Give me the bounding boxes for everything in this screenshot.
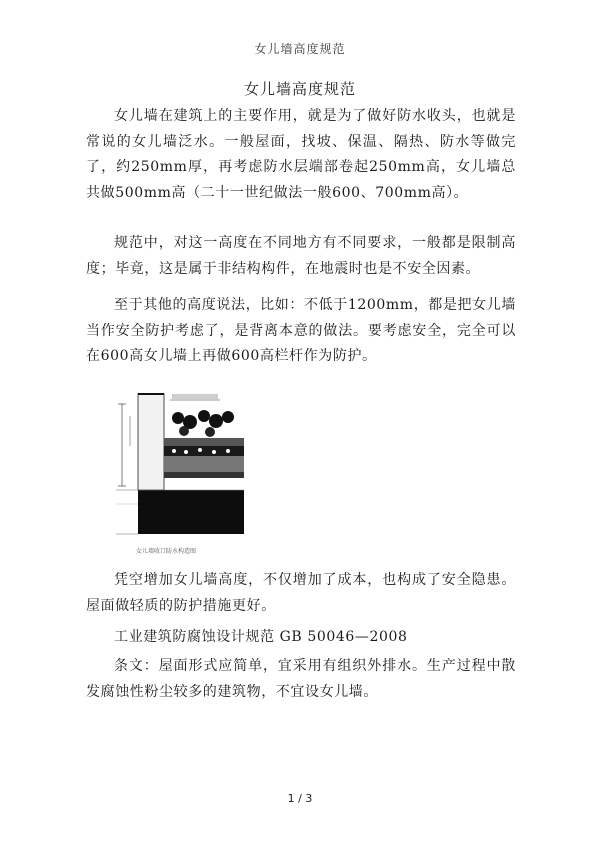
paragraph-code-requirements: 规范中，对这一高度在不同地方有不同要求，一般都是限制高度；毕竟，这是属于非结构构件，在地震时也是不安全因素。 [86,235,516,277]
parapet-detail-figure [112,386,252,556]
paragraph-purpose: 女儿墙在建筑上的主要作用，就是为了做好防水收头，也就是常说的女儿墙泛水。一般屋面，找坡、保温、隔热、防水等做完了，约250mm厚，再考虑防水层端部卷起250mm高，女儿墙总共做500mm高（二十一世纪做法一般600、700mm高）。 [86,108,516,201]
paragraph-other-heights: 至于其他的高度说法，比如：不低于1200mm，都是把女儿墙当作安全防护考虑了，是背离本意的做法。要考虑安全，完全可以在600高女儿墙上再做600高栏杆作为防护。 [86,297,516,364]
running-header: 女儿墙高度规范 [254,42,346,56]
paragraph-standard-reference: 工业建筑防腐蚀设计规范 GB 50046—2008 [114,629,408,645]
parapet-section-drawing [112,386,252,544]
document-title: 女儿墙高度规范 [243,80,356,98]
page-number: 1 / 3 [287,792,313,805]
paragraph-clause: 条文：屋面形式应简单，宜采用有组织外排水。生产过程中散发腐蚀性粉尘较多的建筑物，不宜设女儿墙。 [86,658,516,700]
figure-caption: 女儿墙收口防水构造图 [136,548,197,555]
paragraph-cost-risk: 凭空增加女儿墙高度，不仅增加了成本，也构成了安全隐患。屋面做轻质的防护措施更好。 [86,572,516,614]
